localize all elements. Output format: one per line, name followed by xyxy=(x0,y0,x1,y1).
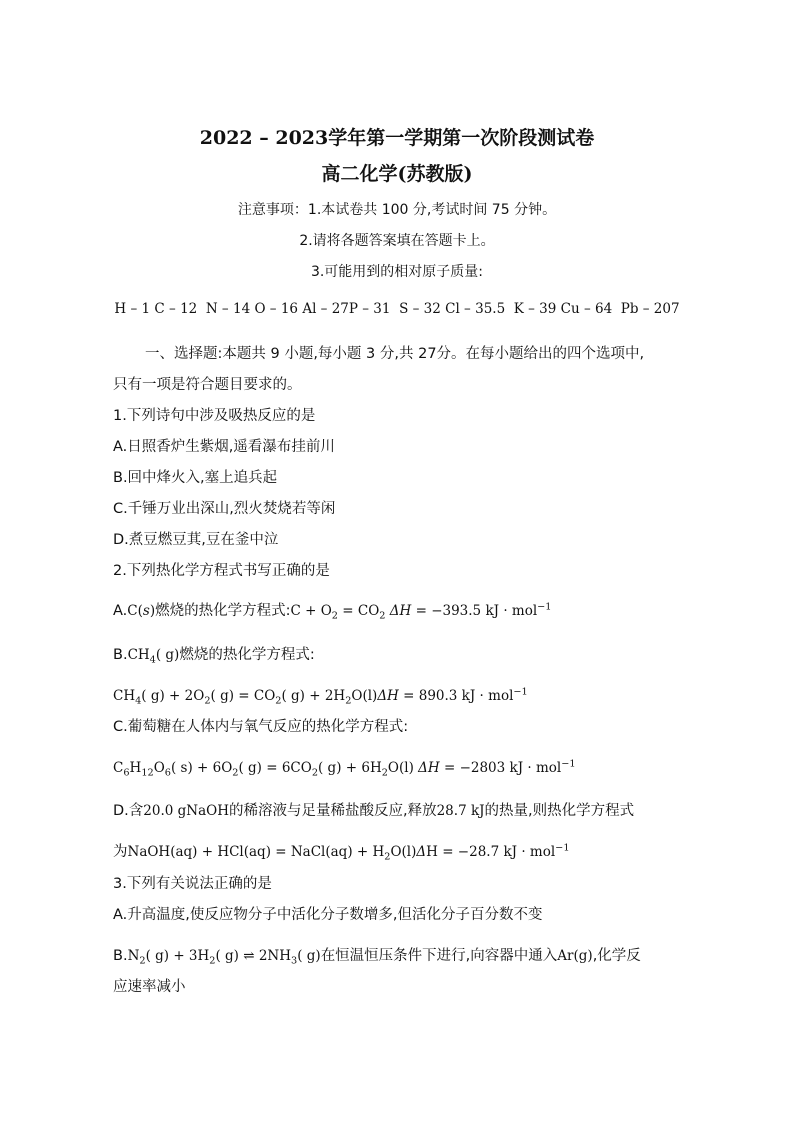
q1-option-b: B.回中烽火入,塞上追兵起 xyxy=(113,470,278,486)
q2-b-equation xyxy=(113,688,528,705)
note-3: 3.可能用到的相对原子质量: xyxy=(310,264,484,280)
exam-subtitle: 高二化学(苏教版) xyxy=(321,163,473,185)
q2-c-equation xyxy=(113,760,576,777)
q2-a-equation: $C + O_2 = CO_2$ ΔH = −393.5 kJ · mol$^{-1}$ xyxy=(290,601,552,622)
q2-b-text: 燃烧的热化学方程式: xyxy=(179,647,315,663)
q3-b-ar: Ar(g) xyxy=(557,948,593,964)
q3-b-end: ,化学反 xyxy=(592,948,641,964)
q2-stem: 2.下列热化学方程式书写正确的是 xyxy=(113,563,330,579)
section-intro-line2: 只有一项是符合题目要求的。 xyxy=(113,377,302,393)
q2-a-species: C(s) xyxy=(127,603,156,619)
q2-b-formula: $CH_4$( $g) + 2O_2$( $g) = CO_2$( $g) + 2H_2O(l)\Delta H = 890.3$ kJ · mol$^{-1}$ xyxy=(113,686,528,707)
atomic-masses: H – 1 C – 12 N – 14 O – 16 Al – 27P – 31 S – 32 Cl – 35.5 K – 39 Cu – 64 Pb – 207 xyxy=(114,301,680,317)
q2-d-lead: 为 xyxy=(113,844,128,860)
q2-option-a xyxy=(113,603,551,620)
q2-d-text2: 的热量,则热化学方程式 xyxy=(484,803,635,819)
q1-option-c: C.千锤万业出深山,烈火焚烧若等闲 xyxy=(113,501,336,517)
q3-b-prefix: B. xyxy=(113,948,128,964)
q2-d-amount: 20.0 g xyxy=(143,803,187,819)
q1-stem: 1.下列诗句中涉及吸热反应的是 xyxy=(113,408,316,424)
q2-option-d xyxy=(113,803,634,820)
q2-a-text: 燃烧的热化学方程式: xyxy=(155,603,291,619)
q1-option-d: D.煮豆燃豆萁,豆在釜中泣 xyxy=(113,532,279,548)
q3-b-text: 在恒温恒压条件下进行,向容器中通入 xyxy=(320,948,558,964)
section-intro-line1: 一、选择题:本题共 9 小题,每小题 3 分,共 27分。在每小题给出的四个选项中, xyxy=(145,346,645,362)
q3-option-b xyxy=(113,948,641,965)
exam-title: 2022 – 2023学年第一学期第一次阶段测试卷 xyxy=(199,127,595,149)
note-2: 2.请将各题答案填在答题卡上。 xyxy=(299,233,495,249)
q3-option-a: A.升高温度,使反应物分子中活化分子数增多,但活化分子百分数不变 xyxy=(113,907,543,923)
q2-d-equation xyxy=(113,844,570,861)
q2-d-heat: 28.7 kJ xyxy=(436,803,485,819)
q1-option-a: A.日照香炉生紫烟,遥看瀑布挂前川 xyxy=(113,439,335,455)
q2-d-formula: NaOH(aq) + HCl(aq) = NaCl(aq) + $H_2O(l)\Delta H = -28.7$ kJ · mol$^{-1}$ xyxy=(127,842,570,863)
q3-option-b-line2: 应速率减小 xyxy=(113,979,186,995)
q2-b-prefix: B. xyxy=(113,647,128,663)
q2-d-naoh: NaOH xyxy=(186,803,229,819)
q3-stem: 3.下列有关说法正确的是 xyxy=(113,876,272,892)
q2-d-text: 的稀溶液与足量稀盐酸反应,释放 xyxy=(228,803,437,819)
q2-option-b xyxy=(113,647,315,664)
q2-b-species: $CH_4$( g) xyxy=(127,647,180,666)
note-1: 注意事项：1.本试卷共 100 分,考试时间 75 分钟。 xyxy=(237,202,557,218)
q2-d-prefix: D.含 xyxy=(113,803,144,819)
q2-option-c: C.葡萄糖在人体内与氧气反应的热化学方程式: xyxy=(113,719,409,735)
q2-a-prefix: A. xyxy=(113,603,128,619)
q3-b-equation: $N_2$( $g) + 3H_2$( g) ⇌ $2NH_3$( g) xyxy=(127,948,321,967)
q2-c-formula: $C_6H_{12}O_6$( $s) + 6O_2$( $g) = 6CO_2$( $g) + 6H_2O(l) \Delta H = -2803$ kJ · mol$^{-1}$ xyxy=(113,758,576,779)
